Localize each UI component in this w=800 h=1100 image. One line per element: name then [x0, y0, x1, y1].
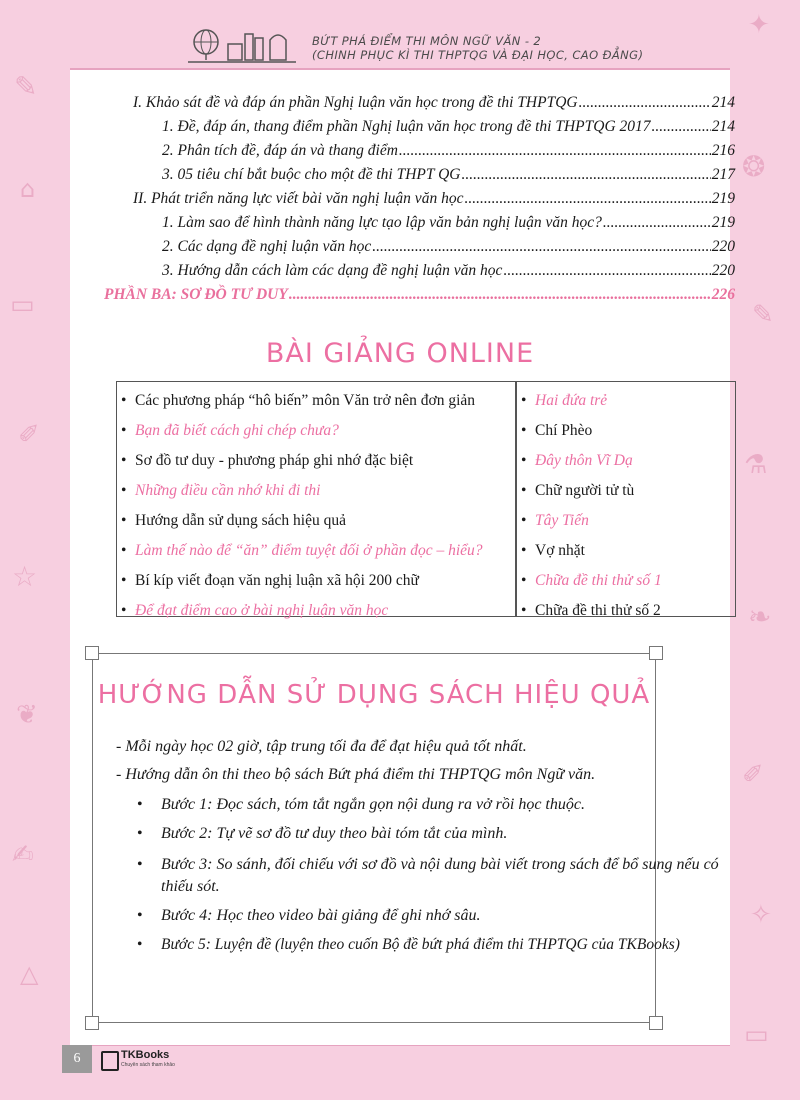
online-lesson-item[interactable]: • Bí kíp viết đoạn văn nghị luận xã hội 200 chữ — [117, 566, 515, 596]
toc-leader — [399, 142, 711, 160]
online-lesson-item[interactable]: • Những điều cần nhớ khi đi thi — [117, 476, 515, 506]
toc-row — [162, 262, 735, 280]
left-border-decoration — [0, 0, 70, 1100]
bulb-doodle-icon: ✦ — [748, 10, 770, 40]
toc-row-text: 1. Đề, đáp án, thang điểm phần Nghị luận văn học trong đề thi THPTQG 2017 — [162, 118, 651, 135]
logo-text: TKBooks — [121, 1049, 170, 1061]
bullet-icon: • — [137, 856, 143, 873]
toc-row — [162, 238, 735, 256]
online-lessons-table — [116, 381, 736, 617]
online-lesson-item[interactable]: • Hai đứa trẻ — [517, 386, 735, 416]
toc-leader — [579, 94, 711, 112]
compass-doodle-icon: ⌂ — [20, 175, 36, 203]
leaf-doodle-icon: ❦ — [16, 700, 38, 730]
flask-doodle-icon: ⚗ — [744, 450, 768, 480]
toc-row — [162, 166, 735, 184]
guide-step — [137, 854, 721, 898]
book-logo-icon — [101, 1051, 119, 1071]
online-lesson-item[interactable]: • Đây thôn Vĩ Dạ — [517, 446, 735, 476]
toc-leader — [652, 118, 711, 136]
guide-step — [137, 825, 721, 843]
book-title-line1: BỨT PHÁ ĐIỂM THI MÔN NGỮ VĂN - 2 — [312, 34, 542, 48]
toc-leader — [503, 262, 710, 280]
toc-row-part-three — [104, 286, 735, 304]
ruler-doodle-icon: ✐ — [742, 760, 764, 790]
guide-step-text: Bước 3: So sánh, đối chiếu với sơ đồ và nội dung bài viết trong sách để bổ sung nếu có thiếu sót. — [161, 856, 719, 895]
online-lessons-left-column — [117, 386, 515, 626]
toc-row-page: 219 — [711, 190, 735, 207]
guide-step-text: Bước 5: Luyện đề (luyện theo cuốn Bộ đề bứt phá điểm thi THPTQG của TKBooks) — [161, 936, 680, 953]
toc-row-text: 3. 05 tiêu chí bắt buộc cho một đề thi THPT QG — [162, 166, 461, 183]
toc-row — [133, 94, 735, 112]
toc-row-text: II. Phát triển năng lực viết bài văn nghị luận văn học — [133, 190, 464, 207]
leaf-doodle-icon: ❧ — [748, 600, 772, 633]
toc-row-page: 220 — [711, 238, 735, 255]
book-doodle-icon: ▭ — [744, 1020, 769, 1050]
star-doodle-icon: ☆ — [12, 560, 38, 593]
toc-row-page: 214 — [711, 94, 735, 111]
guide-step — [137, 796, 721, 814]
online-lesson-item[interactable]: • Chữ người tử tù — [517, 476, 735, 506]
right-border-decoration — [730, 0, 800, 1100]
box-corner-ornament — [85, 1016, 99, 1030]
online-section-title: BÀI GIẢNG ONLINE — [265, 338, 535, 369]
book-doodle-icon: ▭ — [10, 290, 35, 320]
toc-row — [162, 214, 735, 232]
bullet-icon: • — [137, 796, 143, 813]
toc-row-page: 217 — [711, 166, 735, 183]
online-lessons-right-column — [517, 386, 735, 626]
guide-step-text: Bước 1: Đọc sách, tóm tắt ngắn gọn nội dung ra vở rồi học thuộc. — [161, 796, 585, 813]
toc-row-page: 226 — [711, 286, 735, 303]
box-corner-ornament — [649, 1016, 663, 1030]
online-lesson-item[interactable]: • Chí Phèo — [517, 416, 735, 446]
pencil-doodle-icon: ✎ — [752, 300, 774, 330]
online-lesson-item[interactable]: • Chữa đề thi thử số 1 — [517, 566, 735, 596]
toc-row-text: 2. Các dạng đề nghị luận văn học — [162, 238, 372, 255]
box-corner-ornament — [649, 646, 663, 660]
box-corner-ornament — [85, 646, 99, 660]
bullet-icon: • — [137, 825, 143, 842]
cookie-doodle-icon: ❂ — [742, 150, 766, 183]
toc-leader — [464, 190, 710, 208]
online-lesson-item[interactable]: • Bạn đã biết cách ghi chép chưa? — [117, 416, 515, 446]
footer-divider — [70, 1045, 730, 1046]
toc-leader — [372, 238, 711, 256]
online-lesson-item[interactable]: • Chữa đề thi thử số 2 — [517, 596, 735, 626]
triangle-doodle-icon: △ — [20, 960, 39, 988]
usage-guide-title: HƯỚNG DẪN SỬ DỤNG SÁCH HIỆU QUẢ — [97, 680, 651, 710]
logo-tagline: Chuyên sách tham khảo — [121, 1062, 175, 1068]
guide-step — [137, 936, 727, 954]
toc-row — [162, 142, 735, 160]
pencil-doodle-icon: ✎ — [14, 70, 38, 103]
online-lesson-item[interactable]: • Các phương pháp “hô biến” môn Văn trở nên đơn giản — [117, 386, 515, 416]
toc-row-text: 1. Làm sao để hình thành năng lực tạo lập văn bản nghị luận văn học? — [162, 214, 602, 231]
toc-row-text: 2. Phân tích đề, đáp án và thang điểm — [162, 142, 398, 159]
star-doodle-icon: ✧ — [750, 900, 772, 930]
notebook-doodle-icon: ✍ — [12, 840, 34, 870]
toc-row-text: I. Khảo sát đề và đáp án phần Nghị luận văn học trong đề thi THPTQG — [133, 94, 578, 111]
ruler-doodle-icon: ✐ — [18, 420, 40, 450]
toc-leader — [289, 286, 711, 304]
toc-row-page: 216 — [711, 142, 735, 159]
guide-step — [137, 907, 721, 925]
online-lesson-item[interactable]: • Tây Tiến — [517, 506, 735, 536]
guide-step-text: Bước 2: Tự vẽ sơ đồ tư duy theo bài tóm tắt của mình. — [161, 825, 508, 842]
online-lesson-item[interactable]: • Vợ nhặt — [517, 536, 735, 566]
book-title-line2: (CHINH PHỤC KÌ THI THPTQG VÀ ĐẠI HỌC, CAO ĐẲNG) — [312, 48, 644, 62]
toc-row-text: PHẦN BA: SƠ ĐỒ TƯ DUY — [104, 286, 288, 303]
toc-leader — [603, 214, 711, 232]
online-lesson-item[interactable]: • Sơ đồ tư duy - phương pháp ghi nhớ đặc biệt — [117, 446, 515, 476]
toc-row — [162, 118, 735, 136]
toc-leader — [462, 166, 711, 184]
guide-line: - Hướng dẫn ôn thi theo bộ sách Bứt phá điểm thi THPTQG môn Ngữ văn. — [116, 766, 596, 783]
toc-row-text: 3. Hướng dẫn cách làm các dạng đề nghị luận văn học — [162, 262, 503, 279]
toc-row-page: 214 — [711, 118, 735, 135]
bullet-icon: • — [137, 936, 143, 953]
tkbooks-logo — [101, 1049, 175, 1071]
toc-row — [133, 190, 735, 208]
bullet-icon: • — [137, 907, 143, 924]
book-title — [312, 34, 643, 62]
guide-step-text: Bước 4: Học theo video bài giảng để ghi nhớ sâu. — [161, 907, 481, 924]
page-number: 6 — [62, 1045, 92, 1073]
online-lesson-item[interactable]: • Hướng dẫn sử dụng sách hiệu quả — [117, 506, 515, 536]
guide-line: - Mỗi ngày học 02 giờ, tập trung tối đa để đạt hiệu quả tốt nhất. — [116, 738, 527, 755]
online-lesson-item[interactable]: • Làm thế nào để “ăn” điểm tuyệt đối ở phần đọc – hiểu? — [117, 536, 515, 566]
globe-books-icon — [188, 22, 296, 66]
online-lesson-item[interactable]: • Để đạt điểm cao ở bài nghị luận văn học — [117, 596, 515, 626]
toc-row-page: 220 — [711, 262, 735, 279]
toc-row-page: 219 — [711, 214, 735, 231]
